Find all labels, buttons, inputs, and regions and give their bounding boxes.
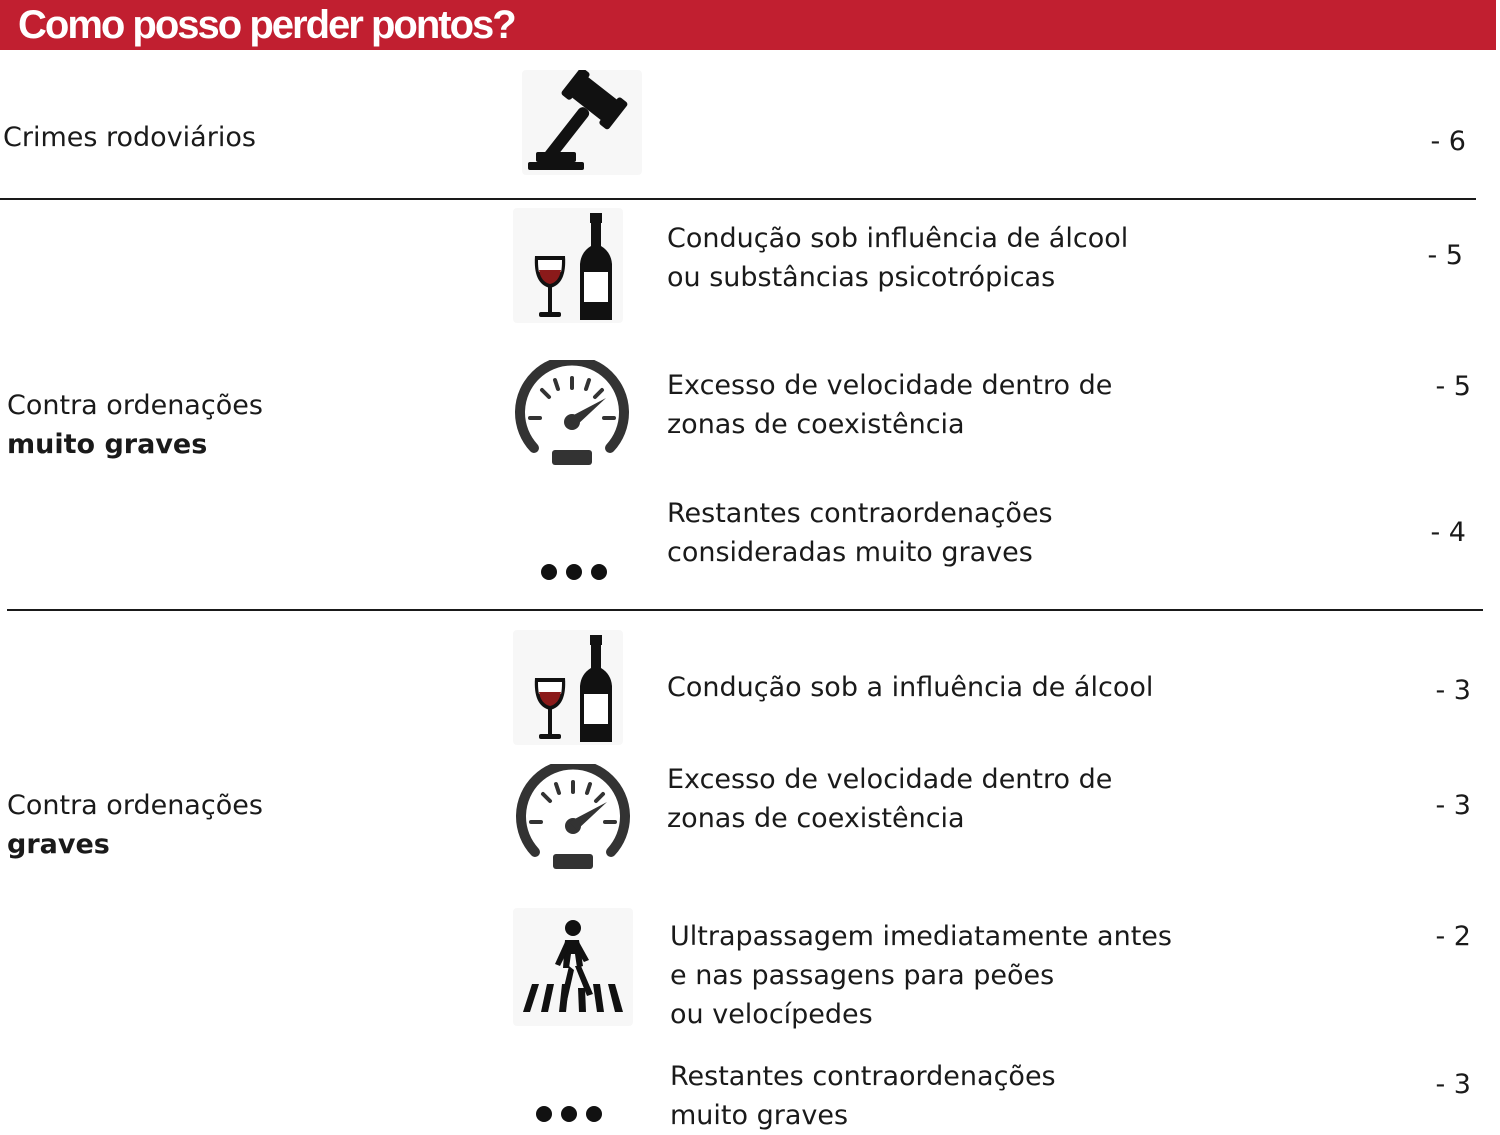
item-description: Ultrapassagem imediatamente antes e nas passagens para peões ou velocípedes <box>670 921 1172 1030</box>
item-description: Condução sob influência de álcool ou substâncias psicotrópicas <box>667 223 1129 293</box>
item-description: Condução sob a influência de álcool <box>667 672 1154 703</box>
section-divider <box>7 609 1483 611</box>
points-value: - 5 <box>1435 371 1471 402</box>
page-title: Como posso perder pontos? <box>18 3 515 47</box>
category-crimes-rodoviarios <box>3 118 256 157</box>
gavel-icon <box>522 70 642 175</box>
category-severity: graves <box>7 829 110 860</box>
header-banner <box>0 0 1496 50</box>
wine-icon <box>513 208 623 323</box>
category-label: Contra ordenações <box>7 390 263 421</box>
points-value: - 5 <box>1427 240 1463 271</box>
points-value: - 4 <box>1430 517 1466 548</box>
points-value: - 2 <box>1435 921 1471 952</box>
ellipsis-icon <box>538 560 610 584</box>
speedometer-icon <box>513 764 633 876</box>
wine-icon <box>513 630 623 745</box>
category-label: Crimes rodoviários <box>3 122 256 153</box>
category-severity: muito graves <box>7 429 208 460</box>
item-description: Excesso de velocidade dentro de zonas de coexistência <box>667 764 1113 834</box>
section-divider <box>0 198 1476 200</box>
pedestrian-crossing-icon <box>513 908 633 1026</box>
category-graves <box>7 786 263 864</box>
item-description: Restantes contraordenações consideradas muito graves <box>667 498 1053 568</box>
ellipsis-icon <box>533 1102 605 1126</box>
item-description: Restantes contraordenações muito graves <box>670 1061 1056 1131</box>
category-muito-graves <box>7 386 263 464</box>
points-value: - 3 <box>1435 790 1471 821</box>
points-crimes: - 6 <box>1430 126 1466 157</box>
points-value: - 3 <box>1435 1069 1471 1100</box>
category-label: Contra ordenações <box>7 790 263 821</box>
points-value: - 3 <box>1435 675 1471 706</box>
speedometer-icon <box>512 360 632 472</box>
item-description: Excesso de velocidade dentro de zonas de coexistência <box>667 370 1113 440</box>
